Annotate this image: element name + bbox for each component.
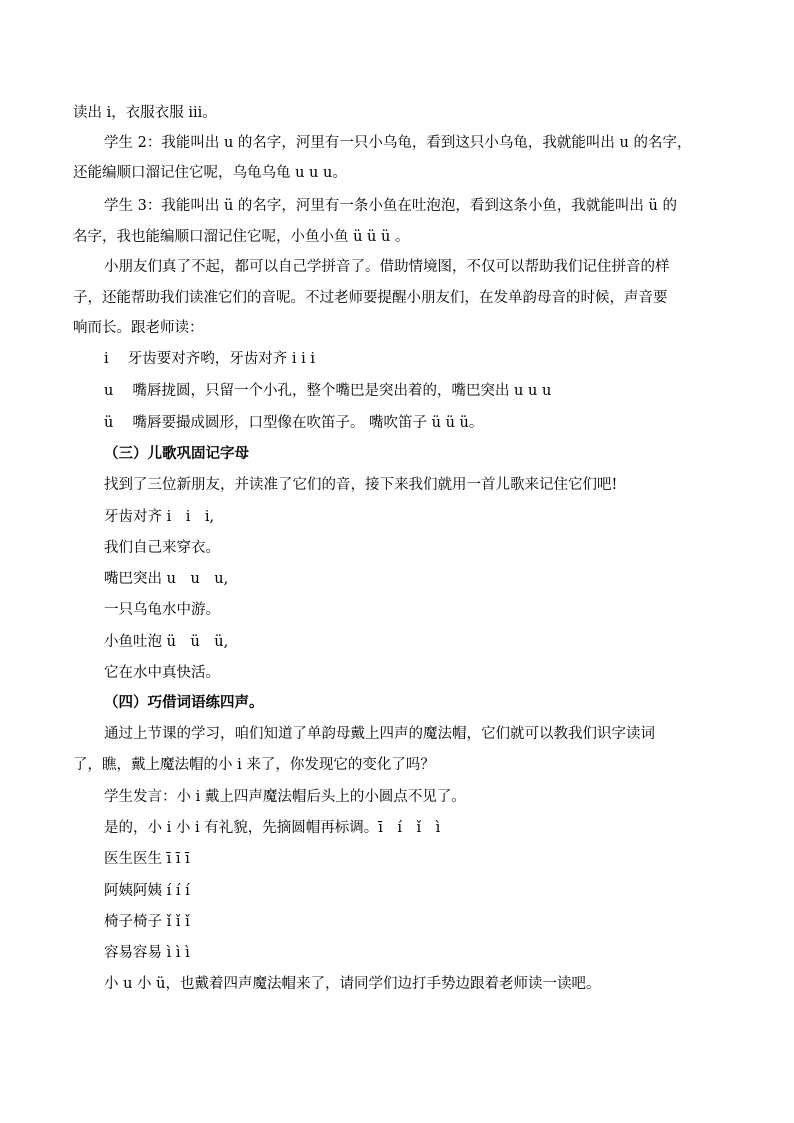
text-line: 学生 2：我能叫出 u 的名字，河里有一只小乌龟，看到这只小乌龟，我就能叫出 u 的名字， — [104, 135, 692, 151]
text-line: u 嘴唇拢圆，只留一个小孔，整个嘴巴是突出着的，嘴巴突出 u u u — [104, 383, 552, 399]
text-line: 我们自己来穿衣。 — [104, 540, 220, 556]
section-heading: （四）巧借词语练四声。 — [104, 694, 264, 711]
text-line: 通过上节课的学习，咱们知道了单韵母戴上四声的魔法帽，它们就可以教我们识字读词 — [104, 726, 655, 742]
text-line: 容易容易 ì ì ì — [104, 945, 190, 961]
text-line: ü 嘴唇要撮成圆形，口型像在吹笛子。 嘴吹笛子 ü ü ü。 — [104, 415, 484, 431]
text-line: 响而长。跟老师读： — [73, 320, 204, 336]
text-line: 它在水中真快活。 — [104, 665, 220, 681]
text-line: 还能编顺口溜记住它呢，乌龟乌龟 u u u。 — [73, 165, 347, 181]
text-line: 小鱼吐泡 ü ü ü, — [104, 634, 229, 650]
text-line: i 牙齿要对齐哟，牙齿对齐 i i i — [104, 351, 315, 367]
text-line: 小 u 小 ü，也戴着四声魔法帽来了，请同学们边打手势边跟着老师读一读吧。 — [104, 976, 601, 992]
text-line: 了，瞧，戴上魔法帽的小 i 来了，你发现它的变化了吗？ — [73, 757, 435, 773]
text-line: 学生发言：小 i 戴上四声魔法帽后头上的小圆点不见了。 — [104, 789, 466, 805]
text-line: 名字，我也能编顺口溜记住它呢，小鱼小鱼 ü ü ü 。 — [73, 229, 410, 245]
text-line: 阿姨阿姨 í í í — [104, 883, 190, 899]
text-line: 一只乌龟水中游。 — [104, 602, 220, 618]
text-line: 牙齿对齐 i i i, — [104, 509, 215, 525]
text-line: 椅子椅子 ǐ ǐ ǐ — [104, 914, 190, 930]
text-line: 学生 3：我能叫出 ü 的名字，河里有一条小鱼在吐泡泡，看到这条小鱼，我就能叫出 ü 的 — [104, 198, 677, 214]
text-line: 读出 i，衣服衣服 iii。 — [73, 105, 217, 121]
text-line: 是的，小 i 小 i 有礼貌，先摘圆帽再标调。ī í ǐ ì — [104, 820, 441, 836]
text-line: 嘴巴突出 u u u, — [104, 571, 229, 587]
text-line: 子，还能帮助我们读准它们的音呢。不过老师要提醒小朋友们，在发单韵母音的时候，声音要 — [73, 290, 668, 306]
section-heading: （三）儿歌巩固记字母 — [104, 445, 249, 462]
text-line: 医生医生 ī ī ī — [104, 851, 190, 867]
text-line: 找到了三位新朋友，并读准了它们的音，接下来我们就用一首儿歌来记住它们吧! — [104, 477, 618, 493]
text-line: 小朋友们真了不起，都可以自己学拼音了。借助情境图，不仅可以帮助我们记住拼音的样 — [104, 259, 670, 275]
